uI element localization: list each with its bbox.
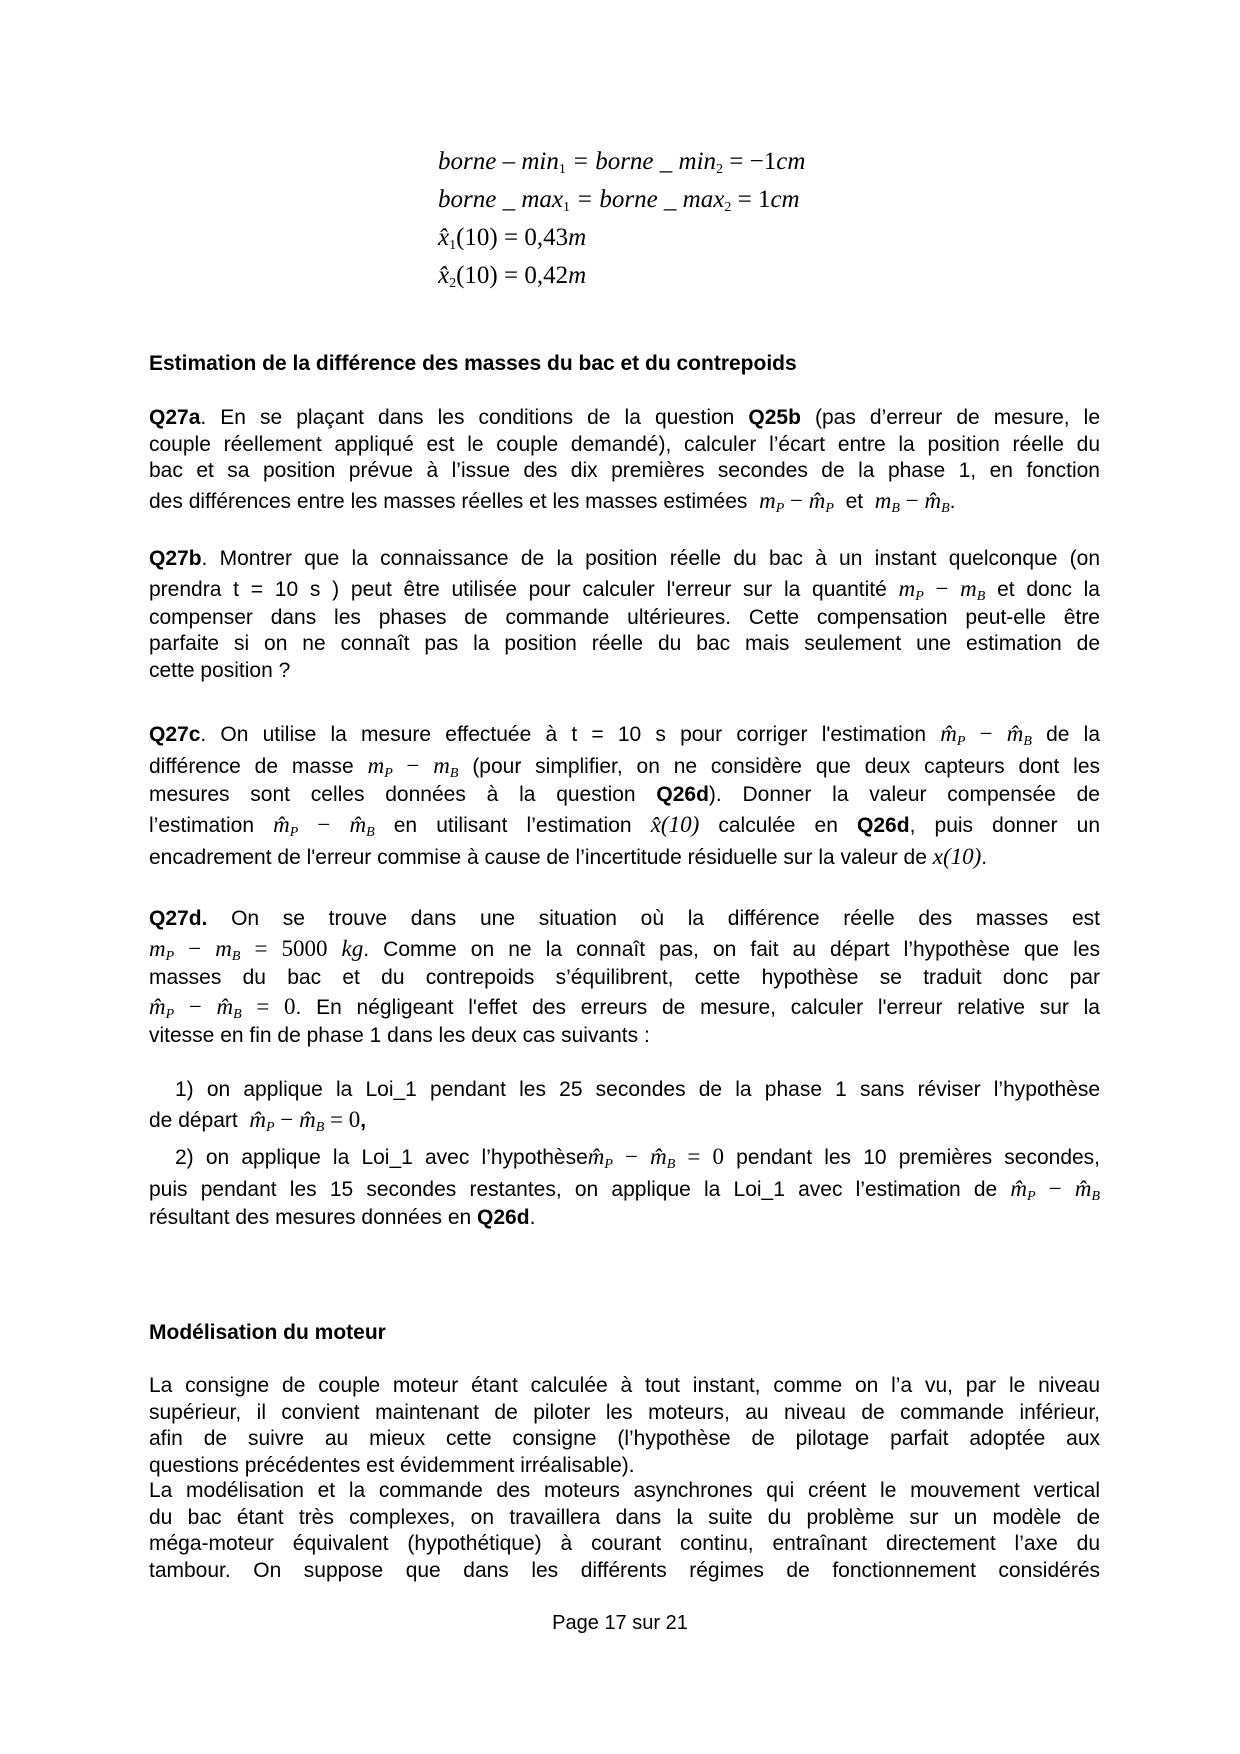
- question-q27c: Q27c. On utilise la mesure effectuée à t = 10 s pour corriger l'estimation $m̂_P$ − $m̂_B$ de la différence de masse $m_P - m_B$ (pour simplifier, on ne considère que deux capteurs dont les mesures sont celles données à la question Q26d). Donner la valeur compensée de l’estimation $m̂_P$ − $m̂_B$ en utilisant l’estimation x̂(10) calculée en Q26d, puis donner un encadrement de l'erreur commise à cause de l’incertitude résiduelle sur la valeur de x(10).: [149, 721, 1101, 869]
- equation-x2-estimate: $x̂_2(10) = 0,42m$: [438, 262, 587, 291]
- equation-x1-estimate: $x̂_1(10) = 0,43m$: [438, 224, 587, 253]
- question-ref: Q25b: [748, 406, 801, 429]
- question-ref: Q26d: [477, 1206, 530, 1229]
- equation-borne-min: borne – $\min_1$ = borne _ $\min_2 = -1cm$: [438, 148, 806, 177]
- question-label: Q27c: [149, 723, 201, 746]
- question-label: Q27a: [149, 406, 201, 429]
- question-label: Q27d.: [149, 907, 208, 930]
- math-mPhat-minus-mBhat: $m̂_P$ − $m̂_B$: [273, 811, 375, 840]
- math-estimate-zero: $m̂_P$ − $m̂_B = 0$: [249, 1106, 361, 1135]
- math-estimate-zero: $m̂_P$ − $m̂_B = 0$: [587, 1144, 724, 1172]
- math-estimate-zero: $m̂_P$ − $m̂_B = 0$: [149, 994, 296, 1022]
- question-q27d: Q27d. On se trouve dans une situation où la différence réelle des masses est $m_P - m_B = 5000$ kg. Comme on ne la connaît pas, on fait au départ l’hypothèse que les masses du bac et du contrepoids s’équilibrent, cette hypothèse se traduit donc par $m̂_P$ − $m̂_B = 0$. En négligeant l'effet des erreurs de mesure, calculer l'erreur relative sur la vitesse en fin de phase 1 dans les deux cas suivants :: [149, 907, 1101, 1047]
- math-x-hat-10: x̂(10): [650, 811, 700, 837]
- q27d-case-1: 1) on applique la Loi_1 pendant les 25 secondes de la phase 1 sans réviser l’hypothèse de départ $m̂_P$ − $m̂_B = 0$,: [149, 1078, 1100, 1135]
- math-mB-minus-mBhat: $m_B$ − $m̂_B$: [874, 487, 950, 516]
- question-ref: Q26d: [656, 783, 709, 806]
- math-mP-minus-mPhat: $m_P$ − $m̂_P$: [759, 487, 834, 516]
- math-mPhat-minus-mBhat: $m̂_P$ − $m̂_B$: [940, 721, 1032, 749]
- page-number: Page 17 sur 21: [552, 1612, 688, 1634]
- section-heading-motor-model: Modélisation du moteur: [149, 1321, 386, 1344]
- paragraph-motor-model: La modélisation et la commande des moteurs asynchrones qui créent le mouvement vertical du bac étant très complexes, on travaillera dans la suite du problème sur un modèle de méga-moteur équivalent (hypothétique) à courant continu, entraînant directement l’axe du tambour. On suppose que dans les différents régimes de fonctionnement considérés: [149, 1479, 1100, 1582]
- question-q27b: Q27b. Montrer que la connaissance de la position réelle du bac à un instant quelconque (on prendra t = 10 s ) peut être utilisée pour calculer l'erreur sur la quantité $m_P - m_B$ et donc la compenser dans les phases de commande ultérieures. Cette compensation peut-elle être parfaite si on ne connaît pas la position réelle du bac mais seulement une estimation de cette position ?: [149, 547, 1100, 682]
- math-mP-minus-mB: $m_P - m_B$: [898, 575, 986, 604]
- question-ref: Q26d: [857, 813, 910, 837]
- math-mass-difference-5000: $m_P - m_B = 5000$ kg: [149, 935, 364, 964]
- equation-borne-max: borne _ $\max_1$ = borne _ $\max_2 = 1cm$: [438, 186, 800, 215]
- paragraph-motor-intro: La consigne de couple moteur étant calculée à tout instant, comme on l’a vu, par le niveau supérieur, il convient maintenant de piloter les moteurs, au niveau de commande inférieur, afin de suivre au mieux cette consigne (l’hypothèse de pilotage parfait adoptée aux questions précédentes est évidemment irréalisable).: [149, 1374, 1100, 1477]
- question-label: Q27b: [149, 547, 202, 570]
- math-mP-minus-mB: $m_P - m_B$: [367, 753, 459, 781]
- question-q27a: Q27a. En se plaçant dans les conditions de la question Q25b (pas d’erreur de mesure, le couple réellement appliqué est le couple demandé), calculer l’écart entre la position réelle du bac et sa position prévue à l’issue des dix premières secondes de la phase 1, en fonction des différences entre les masses réelles et les masses estimées $m_P$ − $m̂_P$ et $m_B$ − $m̂_B$.: [149, 406, 1100, 516]
- math-x-10: x(10): [932, 843, 982, 869]
- q27d-case-2: 2) on applique la Loi_1 avec $l’hypothèsem̂_P$ − $m̂_B = 0$ pendant les 10 premières secondes, puis pendant les 15 secondes restantes, on applique la Loi_1 avec l’estimation de $m̂_P$ − $m̂_B$ résultant des mesures données en Q26d.: [149, 1144, 1101, 1229]
- section-heading-mass-estimation: Estimation de la différence des masses du bac et du contrepoids: [149, 352, 797, 375]
- math-mPhat-minus-mBhat: $m̂_P$ − $m̂_B$: [1010, 1176, 1100, 1204]
